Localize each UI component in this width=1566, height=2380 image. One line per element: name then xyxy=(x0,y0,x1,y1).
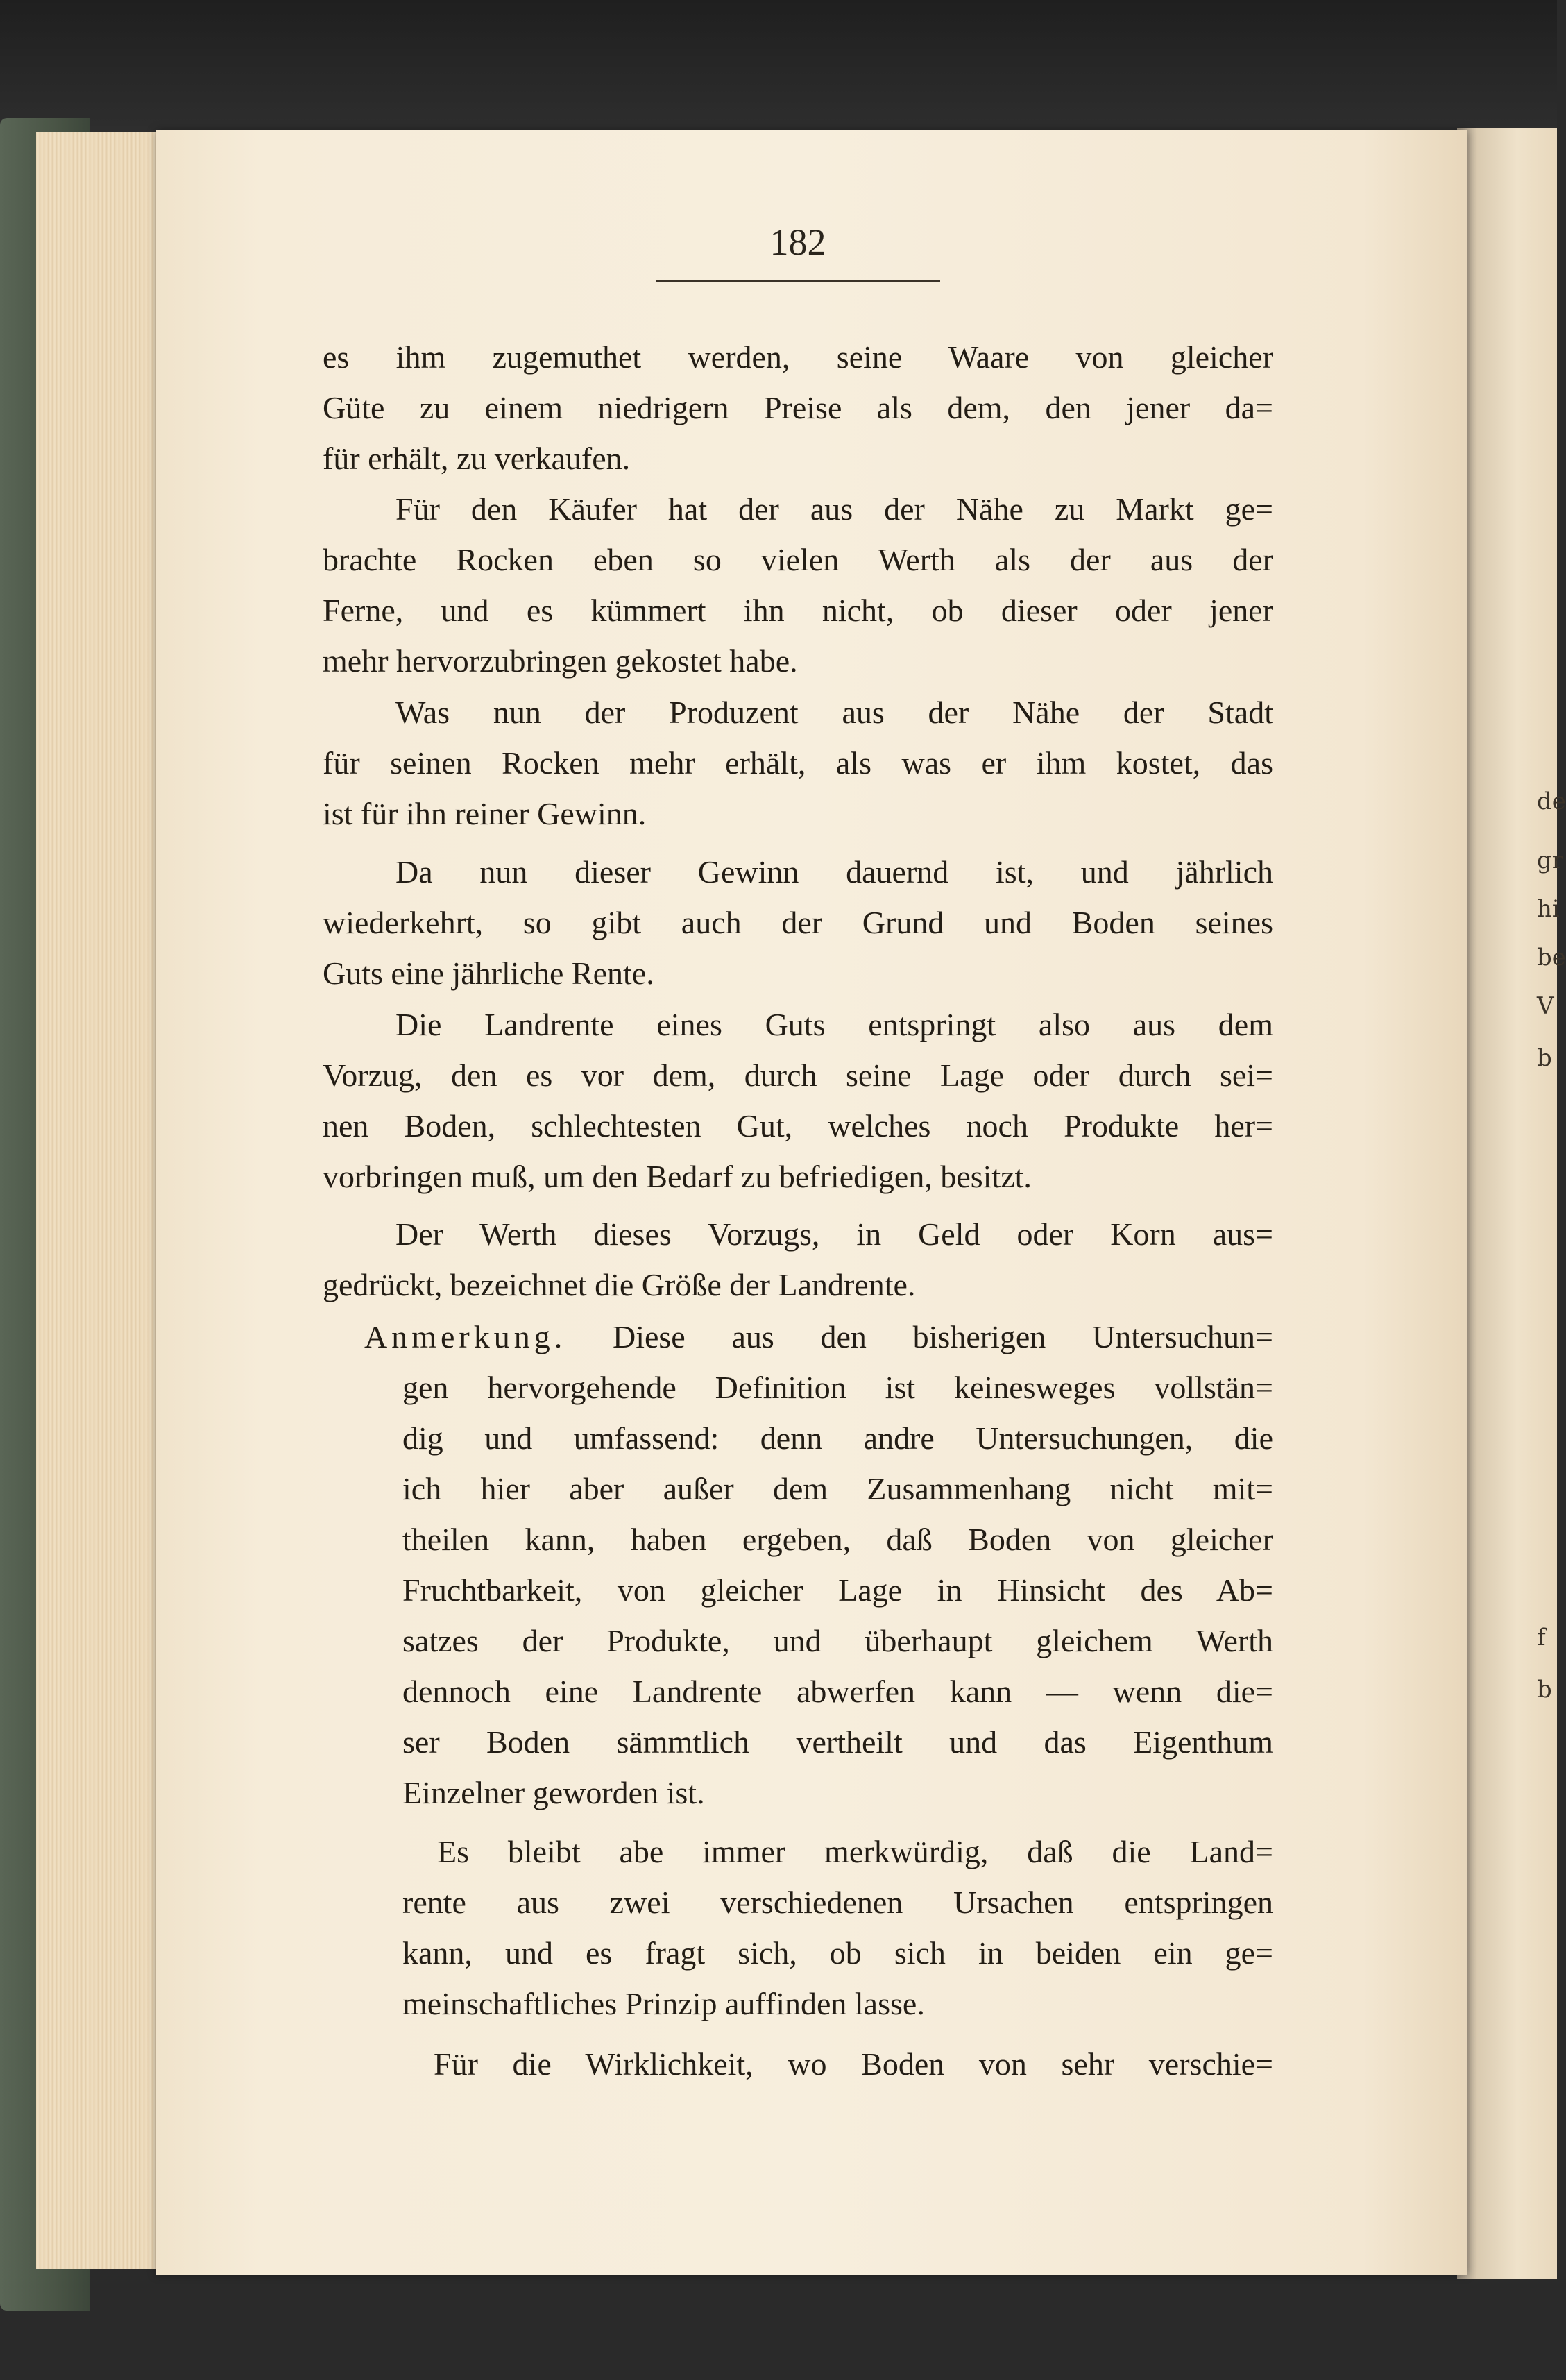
text-line: Für die Wirklichkeit, wo Boden von sehr verschie= xyxy=(434,2046,1273,2082)
note-line: theilen kann, haben ergeben, daß Boden von gleicher xyxy=(402,1522,1273,1557)
note-label: Anmerkung. xyxy=(364,1319,567,1354)
text-line: vorbringen muß, um den Bedarf zu befriedigen, besitzt. xyxy=(323,1159,1032,1194)
text-line: Da nun dieser Gewinn dauernd ist, und jährlich xyxy=(395,854,1273,890)
facing-page-fragment: gr xyxy=(1537,847,1564,874)
facing-page-fragment: V xyxy=(1537,992,1554,1020)
note-line: Fruchtbarkeit, von gleicher Lage in Hinsicht des Ab= xyxy=(402,1572,1273,1608)
note-line: gen hervorgehende Definition ist keinesweges vollstän= xyxy=(402,1370,1273,1405)
text-line: Der Werth dieses Vorzugs, in Geld oder Korn aus= xyxy=(395,1216,1273,1252)
note-line: dennoch eine Landrente abwerfen kann — wenn die= xyxy=(402,1674,1273,1709)
facing-page-fragment: b xyxy=(1537,1676,1552,1703)
note-line: ich hier aber außer dem Zusammenhang nicht mit= xyxy=(402,1471,1273,1506)
text-line: für seinen Rocken mehr erhält, als was er ihm kostet, das xyxy=(323,745,1273,781)
text-line: Die Landrente eines Guts entspringt also aus dem xyxy=(395,1007,1273,1042)
text-line: nen Boden, schlechtesten Gut, welches noch Produkte her= xyxy=(323,1108,1273,1144)
note-line: dig und umfassend: denn andre Untersuchungen, die xyxy=(402,1420,1273,1456)
note-line: meinschaftliches Prinzip auffinden lasse. xyxy=(402,1986,925,2021)
text-line: wiederkehrt, so gibt auch der Grund und Boden seines xyxy=(323,905,1273,940)
text-line: ist für ihn reiner Gewinn. xyxy=(323,796,647,831)
note-line: Einzelner geworden ist. xyxy=(402,1775,705,1810)
text-line: es ihm zugemuthet werden, seine Waare von gleicher xyxy=(323,339,1273,375)
text-line: mehr hervorzubringen gekostet habe. xyxy=(323,643,798,679)
note-line: satzes der Produkte, und überhaupt gleichem Werth xyxy=(402,1623,1273,1658)
text-line: brachte Rocken eben so vielen Werth als der aus der xyxy=(323,542,1273,577)
text-line: Was nun der Produzent aus der Nähe der Stadt xyxy=(395,695,1273,730)
text-line: Ferne, und es kümmert ihn nicht, ob dieser oder jener xyxy=(323,593,1273,628)
text-line: Güte zu einem niedrigern Preise als dem, den jener da= xyxy=(323,390,1273,425)
text-line: gedrückt, bezeichnet die Größe der Landrente. xyxy=(323,1267,916,1302)
text-line: für erhält, zu verkaufen. xyxy=(323,441,631,476)
note-first-line-text: Diese aus den bisherigen Untersuchun= xyxy=(612,1319,1273,1354)
note-line: kann, und es fragt sich, ob sich in beiden ein ge= xyxy=(402,1935,1273,1971)
facing-page-fragment: b xyxy=(1537,1044,1552,1072)
facing-page-fragment: hi xyxy=(1537,895,1560,923)
text-line: Guts eine jährliche Rente. xyxy=(323,955,654,991)
facing-page xyxy=(1457,128,1557,2279)
text-line: Vorzug, den es vor dem, durch seine Lage oder durch sei= xyxy=(323,1057,1273,1093)
facing-page-fragment: f xyxy=(1537,1624,1546,1651)
header-rule xyxy=(656,280,940,282)
note-line: rente aus zwei verschiedenen Ursachen entspringen xyxy=(402,1885,1273,1920)
backdrop xyxy=(0,0,1557,132)
note-line: Es bleibt abe immer merkwürdig, daß die Land= xyxy=(437,1834,1273,1869)
page-number: 182 xyxy=(769,221,826,263)
note-first-line xyxy=(364,1313,1273,1361)
note-line: ser Boden sämmtlich vertheilt und das Eigenthum xyxy=(402,1724,1273,1760)
text-line: Für den Käufer hat der aus der Nähe zu Markt ge= xyxy=(395,491,1273,527)
facing-page-fragment: be xyxy=(1537,944,1566,971)
facing-page-fragment: de xyxy=(1537,788,1566,815)
page-edges xyxy=(36,132,168,2269)
